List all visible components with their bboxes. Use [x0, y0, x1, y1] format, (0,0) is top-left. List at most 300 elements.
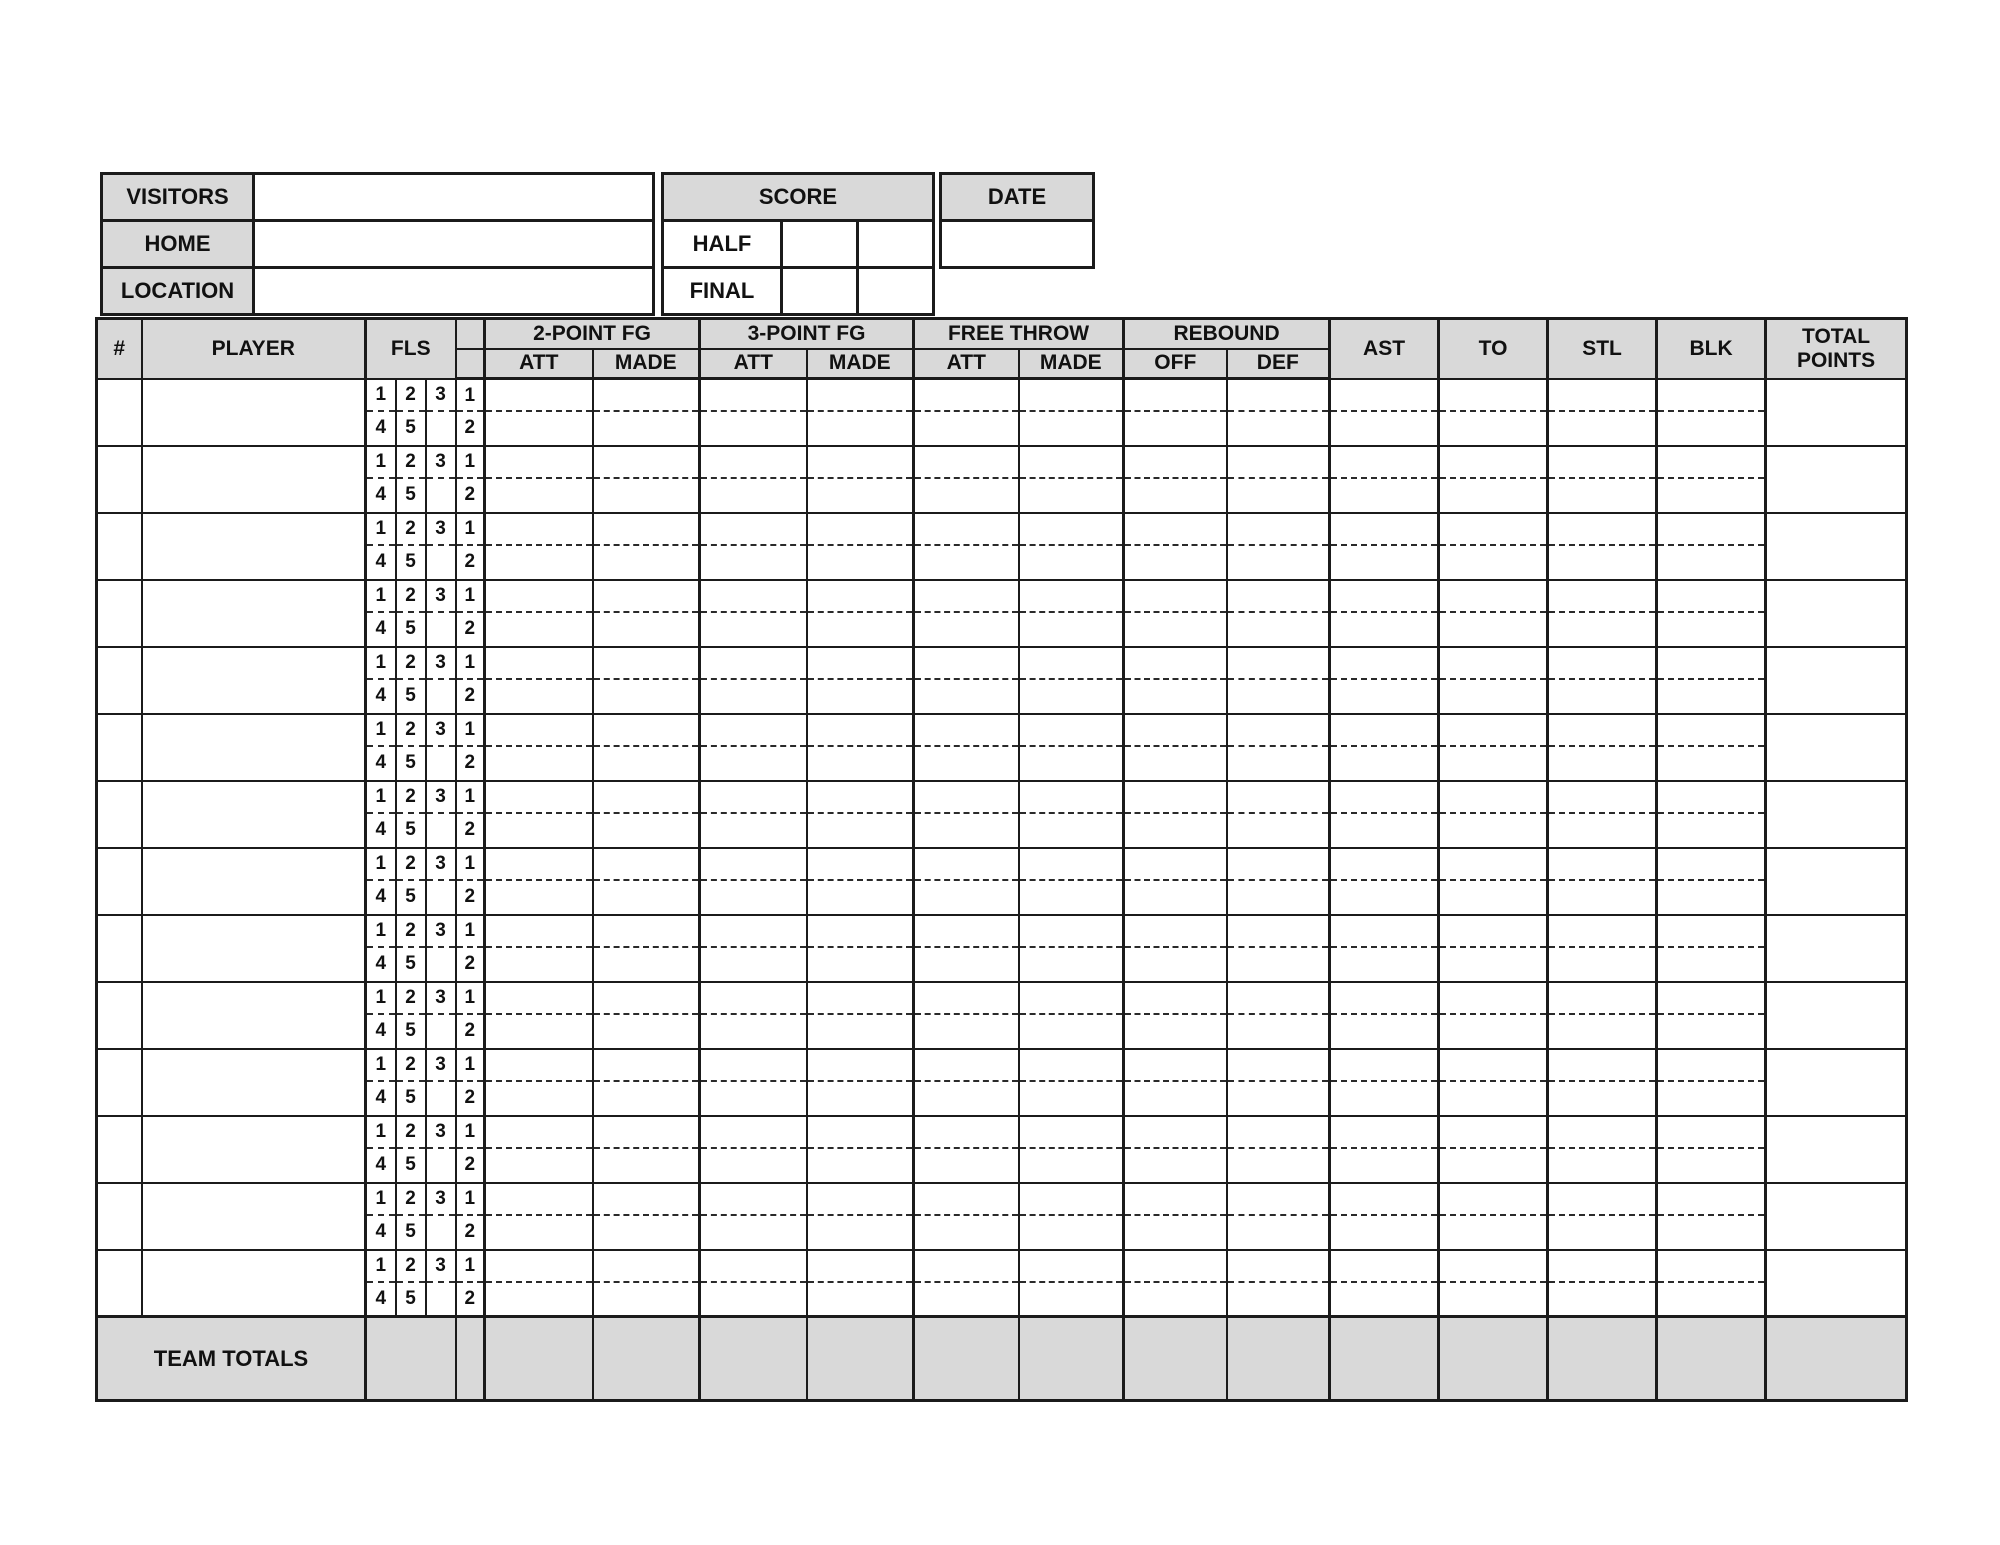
cell-stl-half1[interactable] — [1549, 917, 1655, 949]
cell-3pt-att-half2[interactable] — [701, 479, 806, 511]
cell-2pt-att-half1[interactable] — [486, 1051, 592, 1083]
cell-ft-made-half2[interactable] — [1020, 747, 1123, 779]
cell-blk-half1[interactable] — [1658, 984, 1764, 1016]
cell-3pt-att-half1[interactable] — [701, 1251, 806, 1283]
cell-2pt-made-half1[interactable] — [594, 783, 699, 815]
cell-2pt-made-half2[interactable] — [594, 881, 699, 913]
foul-mark-1[interactable]: 1 — [367, 1251, 395, 1283]
foul-mark-3[interactable]: 3 — [427, 1051, 455, 1083]
player-number-cell[interactable] — [97, 982, 142, 1049]
cell-2pt-att-half1[interactable] — [486, 1251, 592, 1283]
foul-mark-empty[interactable] — [427, 479, 455, 511]
player-number-cell[interactable] — [97, 580, 142, 647]
cell-2pt-made-half2[interactable] — [594, 1082, 699, 1114]
cell-ft-att-half2[interactable] — [915, 1216, 1018, 1248]
team-totals-reb-def-cell[interactable] — [1227, 1317, 1330, 1401]
cell-to-half2[interactable] — [1440, 1082, 1546, 1114]
cell-ft-att-half2[interactable] — [915, 747, 1018, 779]
cell-blk-half1[interactable] — [1658, 1051, 1764, 1083]
half-2-mark[interactable]: 2 — [464, 1086, 476, 1108]
cell-ft-made-half2[interactable] — [1020, 1216, 1123, 1248]
player-name-cell[interactable] — [142, 1116, 366, 1183]
foul-mark-5[interactable]: 5 — [405, 751, 416, 773]
cell-stl-half2[interactable] — [1549, 814, 1655, 846]
cell-ft-att-half2[interactable] — [915, 1149, 1018, 1181]
cell-2pt-att-half1[interactable] — [486, 515, 592, 547]
cell-total-points[interactable] — [1766, 446, 1907, 513]
cell-3pt-att-half2[interactable] — [701, 680, 806, 712]
cell-stl-half1[interactable] — [1549, 850, 1655, 882]
cell-3pt-made-half2[interactable] — [808, 1149, 913, 1181]
cell-2pt-made-half1[interactable] — [594, 716, 699, 748]
half-2-mark[interactable]: 2 — [464, 1220, 476, 1242]
cell-reb-off-half2[interactable] — [1125, 1082, 1226, 1114]
cell-to-half2[interactable] — [1440, 881, 1546, 913]
cell-to-half1[interactable] — [1440, 716, 1546, 748]
cell-2pt-att-half2[interactable] — [486, 479, 592, 511]
cell-2pt-made-half2[interactable] — [594, 412, 699, 444]
cell-2pt-made-half1[interactable] — [594, 582, 699, 614]
cell-reb-off-half2[interactable] — [1125, 1283, 1226, 1315]
cell-ft-made-half2[interactable] — [1020, 814, 1123, 846]
cell-total-points[interactable] — [1766, 714, 1907, 781]
foul-mark-empty[interactable] — [427, 680, 455, 712]
team-totals-half-cell[interactable] — [456, 1317, 485, 1401]
cell-stl-half2[interactable] — [1549, 747, 1655, 779]
cell-blk-half1[interactable] — [1658, 716, 1764, 748]
cell-3pt-made-half1[interactable] — [808, 716, 913, 748]
foul-mark-1[interactable]: 1 — [367, 582, 395, 614]
cell-ast-half1[interactable] — [1331, 582, 1437, 614]
cell-stl-half2[interactable] — [1549, 412, 1655, 444]
foul-mark-1[interactable]: 1 — [367, 783, 395, 815]
cell-blk-half2[interactable] — [1658, 1082, 1764, 1114]
player-name-cell[interactable] — [142, 446, 366, 513]
cell-3pt-att-half1[interactable] — [701, 515, 806, 547]
cell-total-points[interactable] — [1766, 915, 1907, 982]
cell-2pt-att-half2[interactable] — [486, 1216, 592, 1248]
foul-mark-empty[interactable] — [427, 1149, 455, 1181]
cell-to-half2[interactable] — [1440, 680, 1546, 712]
cell-to-half1[interactable] — [1440, 448, 1546, 480]
cell-reb-def-half1[interactable] — [1228, 515, 1329, 547]
cell-2pt-made-half2[interactable] — [594, 1015, 699, 1047]
team-totals-ast-cell[interactable] — [1330, 1317, 1439, 1401]
cell-to-half2[interactable] — [1440, 1015, 1546, 1047]
cell-ft-made-half2[interactable] — [1020, 1082, 1123, 1114]
player-number-cell[interactable] — [97, 1049, 142, 1116]
cell-stl-half2[interactable] — [1549, 1283, 1655, 1315]
half-2-mark[interactable]: 2 — [464, 550, 476, 572]
cell-2pt-made-half2[interactable] — [594, 814, 699, 846]
cell-2pt-att-half2[interactable] — [486, 546, 592, 578]
foul-mark-5[interactable]: 5 — [405, 1086, 416, 1108]
cell-ft-made-half2[interactable] — [1020, 1015, 1123, 1047]
player-name-cell[interactable] — [142, 1049, 366, 1116]
cell-reb-def-half2[interactable] — [1228, 1149, 1329, 1181]
visitors-input-field[interactable] — [254, 174, 654, 221]
cell-3pt-made-half2[interactable] — [808, 613, 913, 645]
foul-mark-5[interactable]: 5 — [405, 550, 416, 572]
cell-ast-half1[interactable] — [1331, 448, 1437, 480]
foul-mark-3[interactable]: 3 — [427, 649, 455, 681]
cell-stl-half2[interactable] — [1549, 1082, 1655, 1114]
cell-reb-off-half2[interactable] — [1125, 1149, 1226, 1181]
foul-mark-empty[interactable] — [427, 1216, 455, 1248]
cell-reb-off-half2[interactable] — [1125, 546, 1226, 578]
half-1-mark[interactable]: 1 — [457, 716, 484, 748]
cell-2pt-made-half2[interactable] — [594, 747, 699, 779]
cell-reb-off-half2[interactable] — [1125, 1216, 1226, 1248]
cell-ast-half2[interactable] — [1331, 814, 1437, 846]
cell-2pt-made-half1[interactable] — [594, 917, 699, 949]
cell-to-half1[interactable] — [1440, 515, 1546, 547]
cell-3pt-made-half2[interactable] — [808, 814, 913, 846]
cell-reb-def-half1[interactable] — [1228, 917, 1329, 949]
foul-mark-3[interactable]: 3 — [427, 1118, 455, 1150]
cell-2pt-made-half2[interactable] — [594, 948, 699, 980]
cell-ast-half1[interactable] — [1331, 984, 1437, 1016]
cell-3pt-att-half1[interactable] — [701, 984, 806, 1016]
cell-ft-att-half1[interactable] — [915, 381, 1018, 413]
cell-stl-half1[interactable] — [1549, 1118, 1655, 1150]
player-name-cell[interactable] — [142, 848, 366, 915]
team-totals-3pt-att-cell[interactable] — [700, 1317, 807, 1401]
cell-2pt-att-half2[interactable] — [486, 613, 592, 645]
player-name-cell[interactable] — [142, 513, 366, 580]
cell-reb-def-half2[interactable] — [1228, 680, 1329, 712]
date-input-field[interactable] — [941, 221, 1094, 268]
cell-total-points[interactable] — [1766, 379, 1907, 446]
player-number-cell[interactable] — [97, 1183, 142, 1250]
team-totals-3pt-made-cell[interactable] — [807, 1317, 914, 1401]
cell-3pt-made-half1[interactable] — [808, 1185, 913, 1217]
cell-reb-off-half2[interactable] — [1125, 613, 1226, 645]
cell-blk-half1[interactable] — [1658, 1251, 1764, 1283]
cell-2pt-att-half2[interactable] — [486, 412, 592, 444]
half-2-mark[interactable]: 2 — [464, 1019, 476, 1041]
cell-ast-half1[interactable] — [1331, 850, 1437, 882]
cell-ast-half2[interactable] — [1331, 948, 1437, 980]
cell-ft-att-half2[interactable] — [915, 948, 1018, 980]
cell-ft-att-half1[interactable] — [915, 850, 1018, 882]
cell-ft-att-half2[interactable] — [915, 881, 1018, 913]
cell-stl-half2[interactable] — [1549, 546, 1655, 578]
cell-2pt-made-half1[interactable] — [594, 1185, 699, 1217]
half-1-mark[interactable]: 1 — [457, 850, 484, 882]
foul-mark-1[interactable]: 1 — [367, 917, 395, 949]
cell-reb-def-half2[interactable] — [1228, 1015, 1329, 1047]
cell-3pt-att-half2[interactable] — [701, 1283, 806, 1315]
cell-stl-half1[interactable] — [1549, 716, 1655, 748]
cell-ast-half2[interactable] — [1331, 881, 1437, 913]
cell-ft-att-half2[interactable] — [915, 680, 1018, 712]
cell-2pt-att-half1[interactable] — [486, 1185, 592, 1217]
cell-to-half1[interactable] — [1440, 649, 1546, 681]
cell-reb-off-half2[interactable] — [1125, 680, 1226, 712]
foul-mark-2[interactable]: 2 — [397, 515, 425, 547]
cell-to-half1[interactable] — [1440, 1051, 1546, 1083]
cell-stl-half2[interactable] — [1549, 613, 1655, 645]
cell-2pt-att-half1[interactable] — [486, 984, 592, 1016]
cell-2pt-made-half1[interactable] — [594, 850, 699, 882]
half-2-mark[interactable]: 2 — [464, 1153, 476, 1175]
cell-to-half1[interactable] — [1440, 1185, 1546, 1217]
cell-2pt-made-half1[interactable] — [594, 381, 699, 413]
cell-blk-half1[interactable] — [1658, 783, 1764, 815]
cell-3pt-made-half2[interactable] — [808, 747, 913, 779]
cell-3pt-att-half1[interactable] — [701, 582, 806, 614]
cell-ft-made-half1[interactable] — [1020, 448, 1123, 480]
cell-reb-def-half1[interactable] — [1228, 783, 1329, 815]
cell-3pt-att-half1[interactable] — [701, 448, 806, 480]
cell-blk-half1[interactable] — [1658, 448, 1764, 480]
cell-total-points[interactable] — [1766, 1049, 1907, 1116]
cell-stl-half2[interactable] — [1549, 1015, 1655, 1047]
half-2-mark[interactable]: 2 — [464, 818, 476, 840]
half-1-mark[interactable]: 1 — [457, 1185, 484, 1217]
cell-3pt-made-half1[interactable] — [808, 1051, 913, 1083]
cell-ft-att-half2[interactable] — [915, 1283, 1018, 1315]
player-name-cell[interactable] — [142, 781, 366, 848]
player-name-cell[interactable] — [142, 1183, 366, 1250]
cell-2pt-att-half1[interactable] — [486, 582, 592, 614]
cell-to-half2[interactable] — [1440, 546, 1546, 578]
cell-ast-half1[interactable] — [1331, 381, 1437, 413]
foul-mark-5[interactable]: 5 — [405, 483, 416, 505]
cell-reb-def-half1[interactable] — [1228, 850, 1329, 882]
cell-blk-half2[interactable] — [1658, 680, 1764, 712]
cell-to-half2[interactable] — [1440, 479, 1546, 511]
cell-reb-off-half1[interactable] — [1125, 917, 1226, 949]
cell-reb-off-half1[interactable] — [1125, 1118, 1226, 1150]
foul-mark-1[interactable]: 1 — [367, 1118, 395, 1150]
cell-reb-def-half2[interactable] — [1228, 613, 1329, 645]
cell-ast-half2[interactable] — [1331, 1283, 1437, 1315]
cell-ft-att-half2[interactable] — [915, 1082, 1018, 1114]
cell-3pt-att-half2[interactable] — [701, 747, 806, 779]
foul-mark-3[interactable]: 3 — [427, 783, 455, 815]
cell-ft-att-half1[interactable] — [915, 917, 1018, 949]
cell-blk-half2[interactable] — [1658, 479, 1764, 511]
cell-reb-off-half1[interactable] — [1125, 582, 1226, 614]
half-2-mark[interactable]: 2 — [464, 684, 476, 706]
cell-blk-half2[interactable] — [1658, 1216, 1764, 1248]
foul-mark-2[interactable]: 2 — [397, 649, 425, 681]
cell-3pt-made-half1[interactable] — [808, 582, 913, 614]
foul-mark-5[interactable]: 5 — [405, 1153, 416, 1175]
foul-mark-4[interactable]: 4 — [375, 1086, 387, 1108]
cell-reb-def-half1[interactable] — [1228, 1185, 1329, 1217]
cell-reb-def-half1[interactable] — [1228, 1051, 1329, 1083]
cell-reb-def-half2[interactable] — [1228, 546, 1329, 578]
cell-to-half2[interactable] — [1440, 1216, 1546, 1248]
cell-to-half2[interactable] — [1440, 1149, 1546, 1181]
cell-blk-half1[interactable] — [1658, 515, 1764, 547]
half-1-mark[interactable]: 1 — [457, 381, 484, 413]
cell-2pt-made-half1[interactable] — [594, 984, 699, 1016]
cell-3pt-made-half1[interactable] — [808, 984, 913, 1016]
cell-to-half2[interactable] — [1440, 948, 1546, 980]
cell-ft-made-half2[interactable] — [1020, 412, 1123, 444]
cell-3pt-att-half1[interactable] — [701, 1051, 806, 1083]
cell-blk-half1[interactable] — [1658, 381, 1764, 413]
foul-mark-1[interactable]: 1 — [367, 649, 395, 681]
cell-reb-off-half1[interactable] — [1125, 1185, 1226, 1217]
cell-reb-def-half2[interactable] — [1228, 948, 1329, 980]
foul-mark-5[interactable]: 5 — [405, 885, 416, 907]
cell-blk-half2[interactable] — [1658, 881, 1764, 913]
half-2-mark[interactable]: 2 — [464, 1287, 476, 1309]
cell-ast-half2[interactable] — [1331, 680, 1437, 712]
cell-total-points[interactable] — [1766, 1116, 1907, 1183]
cell-blk-half2[interactable] — [1658, 546, 1764, 578]
foul-mark-1[interactable]: 1 — [367, 515, 395, 547]
cell-stl-half2[interactable] — [1549, 1216, 1655, 1248]
cell-2pt-att-half1[interactable] — [486, 381, 592, 413]
cell-ast-half1[interactable] — [1331, 1051, 1437, 1083]
cell-ast-half1[interactable] — [1331, 1118, 1437, 1150]
player-number-cell[interactable] — [97, 446, 142, 513]
cell-to-half1[interactable] — [1440, 1118, 1546, 1150]
cell-reb-def-half2[interactable] — [1228, 1082, 1329, 1114]
cell-ft-made-half1[interactable] — [1020, 381, 1123, 413]
cell-blk-half1[interactable] — [1658, 582, 1764, 614]
cell-to-half2[interactable] — [1440, 814, 1546, 846]
cell-3pt-made-half1[interactable] — [808, 1251, 913, 1283]
cell-2pt-att-half1[interactable] — [486, 448, 592, 480]
cell-reb-off-half2[interactable] — [1125, 814, 1226, 846]
cell-total-points[interactable] — [1766, 848, 1907, 915]
cell-3pt-att-half2[interactable] — [701, 881, 806, 913]
half-1-mark[interactable]: 1 — [457, 515, 484, 547]
cell-3pt-made-half2[interactable] — [808, 1082, 913, 1114]
cell-ast-half1[interactable] — [1331, 1251, 1437, 1283]
half-2-mark[interactable]: 2 — [464, 617, 476, 639]
cell-reb-off-half1[interactable] — [1125, 850, 1226, 882]
cell-3pt-made-half1[interactable] — [808, 1118, 913, 1150]
foul-mark-empty[interactable] — [427, 881, 455, 913]
foul-mark-5[interactable]: 5 — [405, 1220, 416, 1242]
team-totals-total-points-cell[interactable] — [1766, 1317, 1907, 1401]
cell-3pt-made-half2[interactable] — [808, 1283, 913, 1315]
cell-2pt-att-half2[interactable] — [486, 747, 592, 779]
cell-reb-def-half2[interactable] — [1228, 1216, 1329, 1248]
cell-ast-half1[interactable] — [1331, 1185, 1437, 1217]
cell-to-half1[interactable] — [1440, 850, 1546, 882]
player-number-cell[interactable] — [97, 915, 142, 982]
cell-3pt-att-half2[interactable] — [701, 1149, 806, 1181]
half-2-mark[interactable]: 2 — [464, 483, 476, 505]
foul-mark-empty[interactable] — [427, 814, 455, 846]
foul-mark-empty[interactable] — [427, 613, 455, 645]
player-name-cell[interactable] — [142, 647, 366, 714]
cell-2pt-att-half1[interactable] — [486, 850, 592, 882]
cell-ast-half1[interactable] — [1331, 783, 1437, 815]
cell-blk-half1[interactable] — [1658, 649, 1764, 681]
cell-3pt-att-half2[interactable] — [701, 412, 806, 444]
cell-3pt-att-half1[interactable] — [701, 716, 806, 748]
half-2-mark[interactable]: 2 — [464, 885, 476, 907]
cell-3pt-att-half1[interactable] — [701, 381, 806, 413]
cell-to-half2[interactable] — [1440, 1283, 1546, 1315]
player-name-cell[interactable] — [142, 714, 366, 781]
cell-ft-att-half1[interactable] — [915, 515, 1018, 547]
foul-mark-empty[interactable] — [427, 747, 455, 779]
foul-mark-1[interactable]: 1 — [367, 716, 395, 748]
cell-3pt-att-half1[interactable] — [701, 649, 806, 681]
foul-mark-2[interactable]: 2 — [397, 850, 425, 882]
player-name-cell[interactable] — [142, 1250, 366, 1317]
cell-reb-off-half2[interactable] — [1125, 881, 1226, 913]
half-1-mark[interactable]: 1 — [457, 582, 484, 614]
cell-blk-half2[interactable] — [1658, 1149, 1764, 1181]
cell-reb-def-half1[interactable] — [1228, 984, 1329, 1016]
foul-mark-4[interactable]: 4 — [375, 885, 387, 907]
cell-3pt-att-half2[interactable] — [701, 948, 806, 980]
player-name-cell[interactable] — [142, 379, 366, 446]
cell-3pt-att-half1[interactable] — [701, 1185, 806, 1217]
foul-mark-4[interactable]: 4 — [375, 818, 387, 840]
foul-mark-1[interactable]: 1 — [367, 850, 395, 882]
cell-2pt-made-half2[interactable] — [594, 1283, 699, 1315]
foul-mark-2[interactable]: 2 — [397, 1251, 425, 1283]
cell-reb-off-half1[interactable] — [1125, 448, 1226, 480]
team-totals-reb-off-cell[interactable] — [1124, 1317, 1227, 1401]
foul-mark-3[interactable]: 3 — [427, 515, 455, 547]
cell-reb-off-half1[interactable] — [1125, 649, 1226, 681]
cell-reb-def-half2[interactable] — [1228, 479, 1329, 511]
cell-2pt-made-half1[interactable] — [594, 448, 699, 480]
cell-ft-made-half2[interactable] — [1020, 881, 1123, 913]
foul-mark-3[interactable]: 3 — [427, 381, 455, 413]
foul-mark-1[interactable]: 1 — [367, 984, 395, 1016]
half-1-mark[interactable]: 1 — [457, 1051, 484, 1083]
foul-mark-5[interactable]: 5 — [405, 818, 416, 840]
cell-3pt-att-half2[interactable] — [701, 1216, 806, 1248]
cell-3pt-att-half1[interactable] — [701, 850, 806, 882]
cell-ft-made-half1[interactable] — [1020, 1118, 1123, 1150]
cell-ast-half2[interactable] — [1331, 613, 1437, 645]
cell-3pt-made-half2[interactable] — [808, 948, 913, 980]
cell-reb-def-half1[interactable] — [1228, 582, 1329, 614]
cell-ast-half2[interactable] — [1331, 1082, 1437, 1114]
half-1-mark[interactable]: 1 — [457, 984, 484, 1016]
cell-blk-half2[interactable] — [1658, 613, 1764, 645]
cell-3pt-made-half2[interactable] — [808, 1015, 913, 1047]
cell-ast-half2[interactable] — [1331, 1015, 1437, 1047]
foul-mark-1[interactable]: 1 — [367, 381, 395, 413]
cell-stl-half1[interactable] — [1549, 1051, 1655, 1083]
cell-blk-half2[interactable] — [1658, 747, 1764, 779]
cell-blk-half2[interactable] — [1658, 1283, 1764, 1315]
player-name-cell[interactable] — [142, 580, 366, 647]
cell-ft-att-half2[interactable] — [915, 1015, 1018, 1047]
foul-mark-2[interactable]: 2 — [397, 582, 425, 614]
cell-2pt-att-half1[interactable] — [486, 783, 592, 815]
foul-mark-2[interactable]: 2 — [397, 1185, 425, 1217]
cell-blk-half2[interactable] — [1658, 948, 1764, 980]
cell-reb-off-half1[interactable] — [1125, 716, 1226, 748]
half-2-mark[interactable]: 2 — [464, 751, 476, 773]
foul-mark-4[interactable]: 4 — [375, 751, 387, 773]
cell-stl-half1[interactable] — [1549, 448, 1655, 480]
cell-stl-half2[interactable] — [1549, 948, 1655, 980]
cell-2pt-made-half2[interactable] — [594, 613, 699, 645]
cell-ast-half2[interactable] — [1331, 1149, 1437, 1181]
foul-mark-3[interactable]: 3 — [427, 1251, 455, 1283]
player-number-cell[interactable] — [97, 513, 142, 580]
